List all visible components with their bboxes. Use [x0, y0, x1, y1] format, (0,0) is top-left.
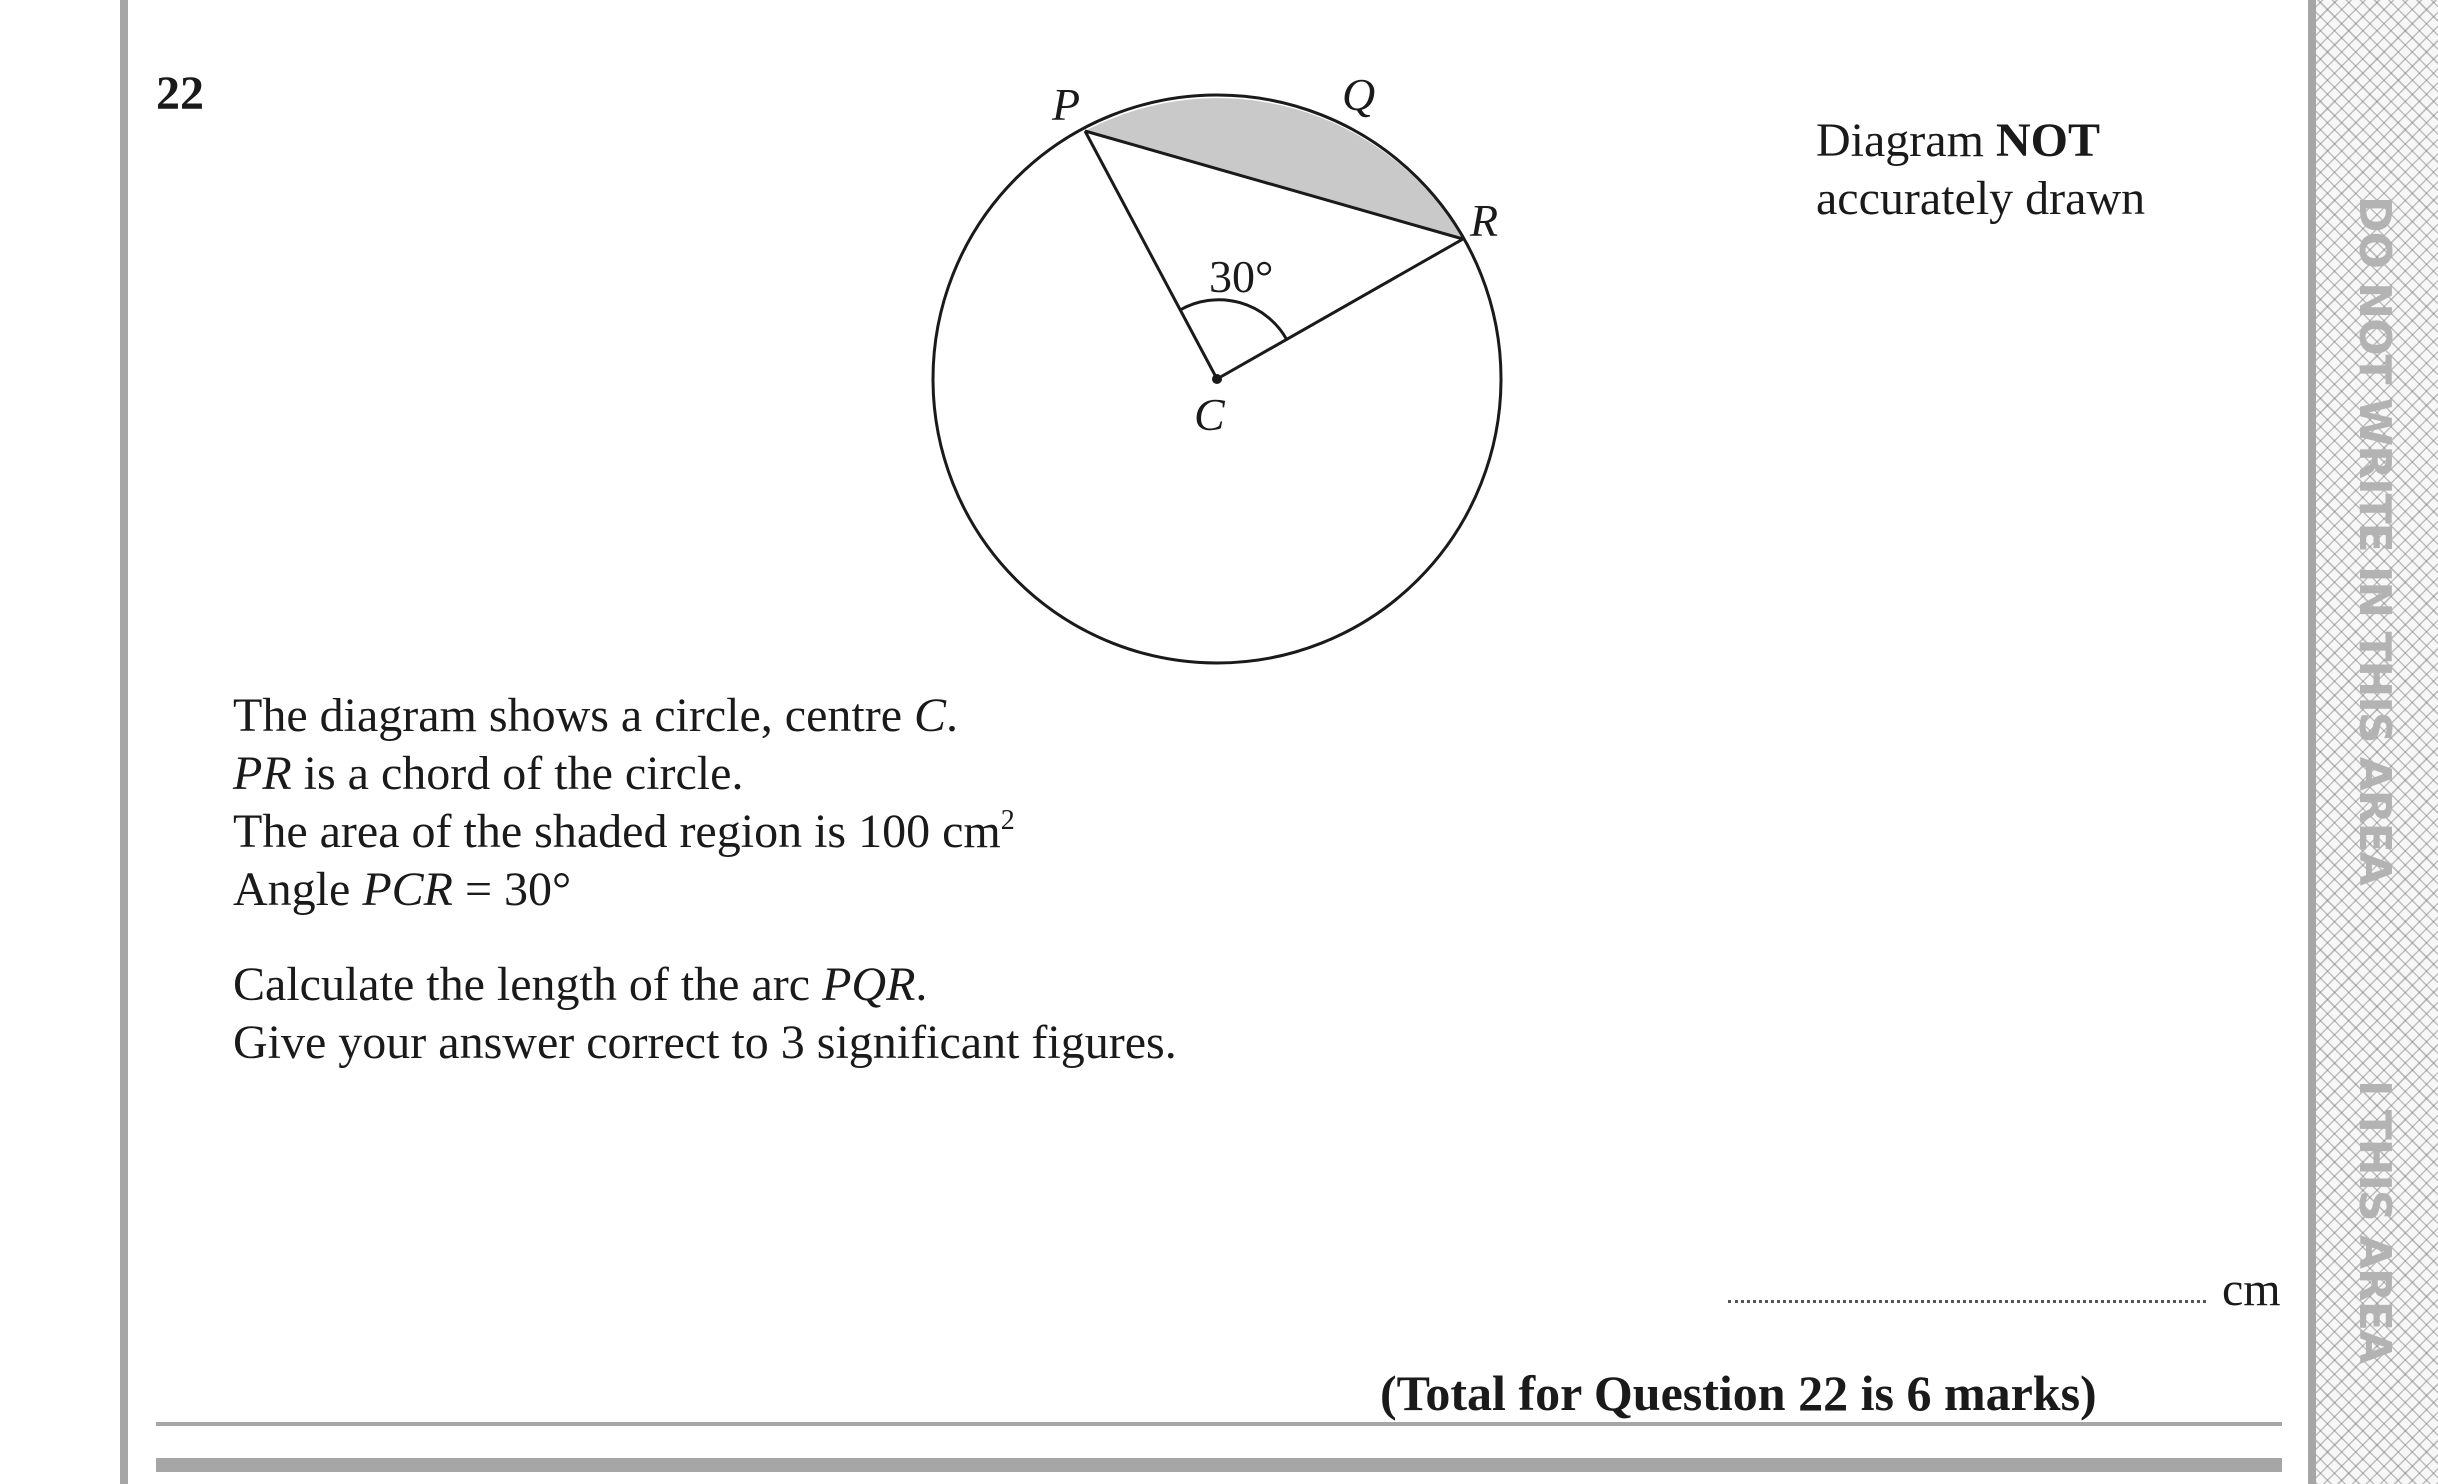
margin-warning-text: DO NOT WRITE IN THIS AREA — [2349, 196, 2400, 885]
diagram-note-prefix: Diagram — [1816, 114, 1996, 167]
footer-rule-thick — [156, 1458, 2282, 1472]
diagram-note-line2: accurately drawn — [1816, 172, 2146, 225]
var-pr: PR — [233, 747, 292, 800]
question-number: 22 — [156, 67, 204, 120]
question-text — [233, 687, 1015, 919]
radius-cp — [1085, 131, 1217, 379]
text-line-3 — [233, 803, 1015, 861]
text-line-4 — [233, 861, 1015, 919]
angle-label: 30° — [1209, 251, 1274, 302]
text-line-2 — [233, 745, 1015, 803]
label-c: C — [1194, 389, 1225, 440]
text-line-2-suffix: is a chord of the circle. — [291, 747, 744, 800]
answer-unit: cm — [2222, 1263, 2281, 1316]
question-total: (Total for Question 22 is 6 marks) — [1380, 1365, 2097, 1421]
footer-rule-thin — [156, 1422, 2282, 1426]
superscript-2: 2 — [1000, 805, 1015, 836]
var-pqr: PQR — [822, 958, 916, 1011]
label-q: Q — [1342, 69, 1376, 120]
label-r: R — [1470, 195, 1499, 246]
label-p: P — [1052, 79, 1081, 130]
instruction-line-2: Give your answer correct to 3 significant figures. — [233, 1016, 1177, 1069]
question-instructions — [233, 956, 1177, 1072]
text-line-3-prefix: The area of the shaded region is 100 cm — [233, 805, 1001, 858]
text-line-4-prefix: Angle — [233, 863, 363, 916]
text-line-1 — [233, 687, 1015, 745]
instruction-line-1-prefix: Calculate the length of the arc — [233, 958, 823, 1011]
angle-arc — [1180, 300, 1287, 340]
instruction-line-1-suffix: . — [915, 958, 928, 1011]
centre-dot — [1212, 374, 1222, 384]
margin-warning-text-partial: I THIS AREA — [2349, 1080, 2400, 1363]
var-pcr: PCR — [362, 863, 453, 916]
text-line-4-suffix: = 30° — [452, 863, 572, 916]
diagram-note-bold: NOT — [1995, 114, 2100, 167]
var-c: C — [914, 689, 947, 742]
instruction-line-1 — [233, 956, 1177, 1014]
answer-line[interactable] — [1728, 1300, 2206, 1303]
text-line-1-prefix: The diagram shows a circle, centre — [233, 689, 915, 742]
text-line-1-suffix: . — [946, 689, 959, 742]
